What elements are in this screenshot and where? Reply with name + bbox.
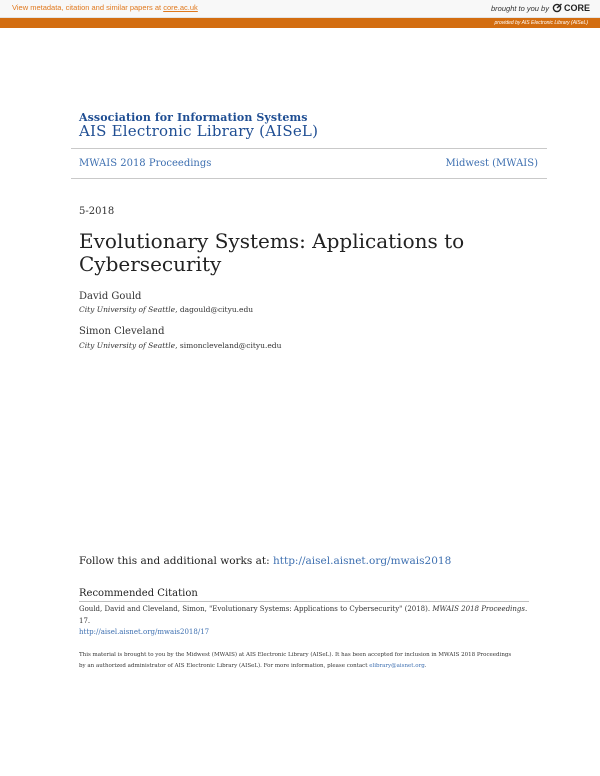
follow-works [79, 555, 451, 567]
brought-to-you-text: brought to you by [491, 3, 549, 13]
core-logo[interactable] [552, 3, 590, 13]
core-metadata-text: View metadata, citation and similar papers at [12, 3, 164, 12]
citation-number: . 17. [79, 605, 528, 625]
provided-by-text: provided by AIS Electronic Library (AISeL) [494, 20, 588, 26]
header-rule-bottom [71, 178, 547, 179]
author-affiliation: City University of Seattle, simoncleveland@cityu.edu [79, 341, 282, 350]
follow-text: Follow this and additional works at: [79, 555, 273, 567]
publication-date: 5-2018 [79, 206, 115, 217]
author-name: Simon Cleveland [79, 326, 165, 337]
core-ac-uk-link[interactable]: core.ac.uk [163, 3, 198, 12]
provided-by-bar [0, 18, 600, 28]
core-metadata-notice [12, 3, 198, 12]
citation-rule [79, 601, 529, 602]
recommended-citation-label: Recommended Citation [79, 588, 198, 599]
follow-link[interactable]: http://aisel.aisnet.org/mwais2018 [273, 555, 452, 567]
author-name: David Gould [79, 291, 142, 302]
library-name[interactable]: AIS Electronic Library (AISeL) [79, 122, 319, 140]
proceedings-link[interactable]: MWAIS 2018 Proceedings [79, 158, 212, 169]
header-rule-top [71, 148, 547, 149]
org-name[interactable]: Association for Information Systems [79, 111, 308, 124]
paper-title: Evolutionary Systems: Applications to Cybersecurity [79, 229, 465, 276]
author-affiliation: City University of Seattle, dagould@cityu.edu [79, 305, 254, 314]
access-notice [79, 650, 519, 672]
affiliation-institution: City University of Seattle [79, 305, 176, 314]
core-banner [0, 0, 600, 18]
core-logo-icon [552, 3, 562, 13]
notice-end: . [424, 663, 427, 669]
conference-link[interactable]: Midwest (MWAIS) [445, 158, 538, 169]
author-email: dagould@cityu.edu [179, 305, 254, 314]
notice-text: This material is brought to you by the Midwest (MWAIS) at AIS Electronic Library (AISeL). It has been accepted for inclusion in MWAIS 2018 Proceedings by an authorized administrator of AIS Electronic Library (AISeL). For more information, please contact [79, 652, 512, 669]
citation-link[interactable]: http://aisel.aisnet.org/mwais2018/17 [79, 628, 210, 636]
core-brought-by [491, 3, 590, 13]
affiliation-institution: City University of Seattle [79, 341, 176, 350]
contact-email-link[interactable]: elibrary@aisnet.org [369, 663, 425, 669]
core-logo-text: CORE [563, 3, 590, 13]
citation-text [79, 604, 531, 639]
citation-venue: MWAIS 2018 Proceedings [432, 605, 525, 613]
author-email: simoncleveland@cityu.edu [179, 341, 282, 350]
citation-body: Gould, David and Cleveland, Simon, "Evolutionary Systems: Applications to Cybersecurity" (2018). [79, 605, 431, 613]
